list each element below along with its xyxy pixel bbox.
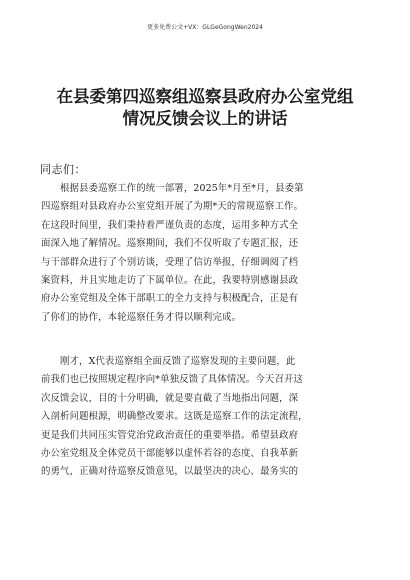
paragraph-line: 刚才，X代表巡察组全面反馈了巡察发现的主要问题，此	[60, 356, 296, 367]
paragraph-line: 四巡察组对县政府办公室党组开展了为期*天的常规巡察工作。	[41, 201, 304, 213]
paragraph-2	[41, 353, 371, 482]
document-title	[40, 86, 370, 130]
paragraph-line: 次反馈会议，目的十分明确，就是要直截了当地指出问题，深	[41, 392, 299, 404]
paragraph-line: 案资料，并且实地走访了下属单位。在此，我要特别感谢县政	[41, 274, 299, 286]
title-line-1: 在县委第四巡察组巡察县政府办公室党组	[56, 87, 354, 106]
paragraph-line: 府办公室党组及全体干部职工的全力支持与积极配合，正是有	[41, 293, 299, 305]
paragraph-1	[41, 180, 371, 327]
paragraph-line: 办公室党组及全体党员干部能够以虚怀若谷的态度、自我革新	[41, 447, 299, 459]
paragraph-line: 前我们也已按照规定程序向*单独反馈了具体情况。今天召开这	[41, 374, 304, 386]
title-line-2: 情况反馈会议上的讲话	[122, 109, 288, 128]
paragraph-line: 根据县委巡察工作的统一部署，2025年*月至*月，县委第	[60, 183, 304, 194]
paragraph-line: 入剖析问题根源，明确整改要求。这既是巡察工作的法定流程，	[41, 411, 308, 423]
paragraph-line: 更是我们共同压实管党治党政治责任的重要举措。希望县政府	[41, 429, 299, 441]
paragraph-line: 与干部群众进行了个别访谈，受理了信访举报，仔细调阅了档	[41, 256, 299, 268]
header-note: 更多免费公文+VX：GLGeGongWen2024	[147, 24, 263, 31]
paragraph-line: 了你们的协作，本轮巡察任务才得以顺利完成。	[41, 311, 242, 323]
paragraph-line: 面深入地了解情况。巡察期间，我们不仅听取了专题汇报，还	[41, 238, 299, 250]
paragraph-line: 在这段时间里，我们秉持着严谨负责的态度，运用多种方式全	[41, 219, 299, 231]
paragraph-line: 的勇气，正确对待巡察反馈意见，以最坚决的决心、最务实的	[41, 466, 299, 478]
salutation: 同志们：	[40, 163, 86, 176]
